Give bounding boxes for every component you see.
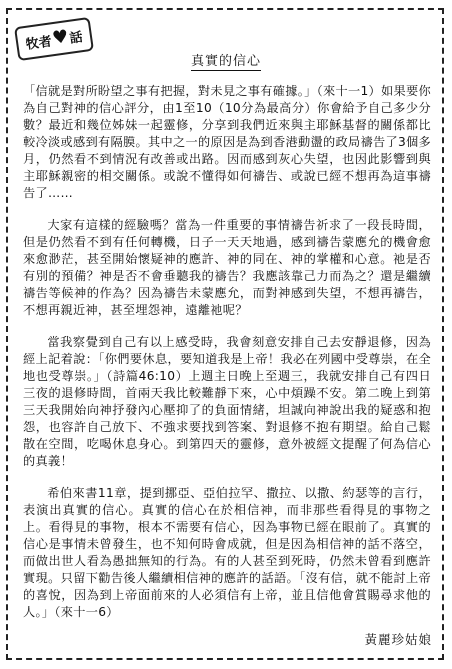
paragraph-3: 當我察覺到自己有以上感受時，我會刻意安排自己去安靜退修，因為經上記着說：「你們要休息，要知道我是上帝！我必在列國中受尊崇，在全地也受尊崇。」（詩篇46:10）上週主日晚上至週三，我就安排自己有四日三夜的退修時間，首兩天我比較難靜下來，心中煩躁不安。第二晚上到第三天我開始向神抒發內心壓抑了的負面情緒，坦誠向神說出我的疑惑和抱怨，也容許自己放下、不強求要找到答案、對退修不抱有期望。給自己鬆散在空間，吃喝休息身心。到第四天的靈修，意外被經文提醒了何為信心的真義！ [23,335,431,468]
article-title: 真實的信心 [190,54,261,69]
paragraph-1: 「信就是對所盼望之事有把握，對未見之事有確據。」（來十一1）如果要你為自己對神的信心評分，由1至10（10分為最高分）你會給予自己多少分數？最近和幾位姊妹一起靈修，分享到我們近來與主耶穌基督的關係都比較冷淡或感到有隔膜。其中之一的原因是為到香港動盪的政局禱告了3個多月，仍然看不到情況有改善或出路。因而感到灰心失望，也因此影響到與主耶穌親密的相交關係。或說不懂得如何禱告、或說已經不想再為這事禱告了…… [23,84,431,200]
paragraph-4: 希伯來書11章，提到挪亞、亞伯拉罕、撒拉、以撒、約瑟等的言行，表演出真實的信心。真實的信心在於相信神，而非那些看得見的事物之上。看得見的事物，根本不需要有信心，因為事物已經在眼前了。真實的信心是事情未曾發生，也不知何時會成就，但是因為相信神的話不落空，而做出世人看為愚拙無知的行為。有的人甚至到死時，仍然未曾看到應許實現。只留下勸告後人繼續相信神的應許的話語。「沒有信，就不能討上帝的喜悅，因為到上帝面前來的人必須信有上帝，並且信他會賞賜尋求他的人。」（來十一6） [23,486,431,619]
badge-text-start: 牧者 [24,33,53,53]
badge-text-end: 話 [68,29,84,47]
author-signature: 黃麗珍姑娘 [364,632,432,647]
heart-icon: ♥ [50,26,70,50]
paragraph-2: 大家有這樣的經驗嗎？當為一件重要的事情禱告祈求了一段長時間，但是仍然看不到有任何轉機，日子一天天地過，感到禱告蒙應允的機會愈來愈渺茫，甚至開始懷疑神的應許、神的同在、神的掌權和心意。祂是否有別的預備？神是否不會垂聽我的禱告？我應該靠己力而為之？還是繼續禱告等候神的作為？因為禱告未蒙應允，而對神感到失望，不想再禱告，不想再親近神，甚至埋怨神，遠離祂呢？ [23,218,431,317]
article-body [23,83,431,621]
